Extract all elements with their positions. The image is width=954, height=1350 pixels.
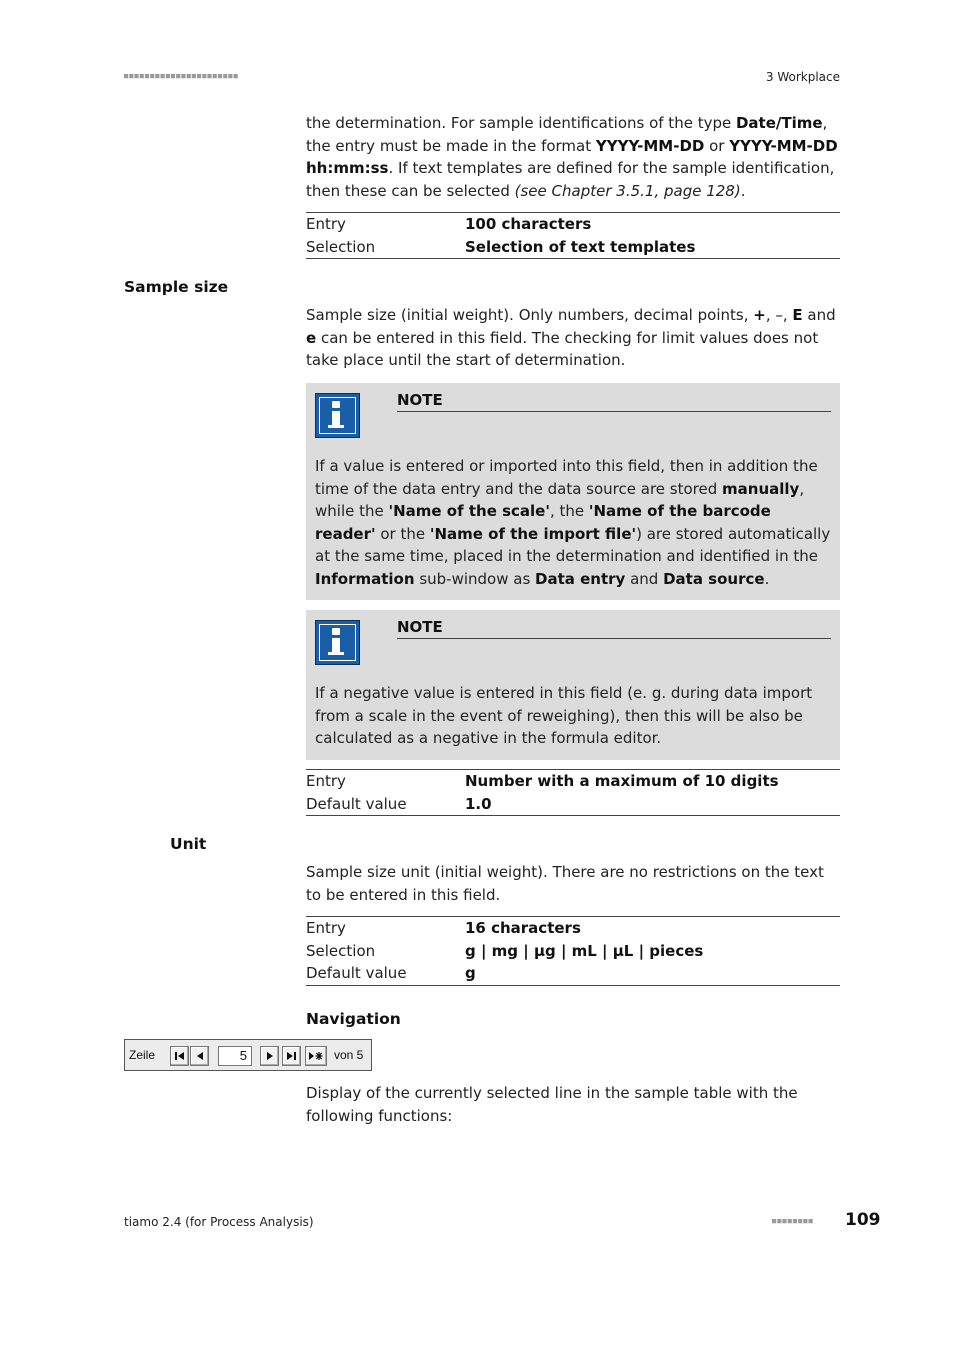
sample-size-description: Sample size (initial weight). Only numbers, decimal points, +, –, E and e can be entered in this field. The checking for limit values does not take place until the start of determination. [306, 306, 836, 369]
unit-description: Sample size unit (initial weight). There are no restrictions on the text to be entered in this field. [306, 863, 824, 904]
first-record-button[interactable] [170, 1046, 189, 1066]
table-row: Selection g | mg | µg | mL | µL | pieces [306, 941, 704, 960]
previous-record-icon [196, 1051, 204, 1061]
unit-spec-table [306, 916, 840, 986]
previous-record-button[interactable] [190, 1046, 209, 1066]
row-label: Zeile [129, 1048, 156, 1062]
note-text: If a value is entered or imported into this field, then in addition the time of the data entry and the data source are stored manually, while the 'Name of the scale', the 'Name of the barcode reader' or the 'Name of the import file') are stored automatically at the same time, placed in the determination and identified in the Information sub-window as Data entry and Data source. [315, 457, 831, 588]
running-header-section: 3 Workplace [765, 70, 840, 84]
note-text: If a negative value is entered in this field (e. g. during data import from a scale in the event of reweighing), then this will be also be calculated as a negative in the formula editor. [315, 684, 813, 747]
footer-product-name: tiamo 2.4 (for Process Analysis) [124, 1215, 314, 1229]
last-record-icon [286, 1051, 297, 1061]
sample-size-spec-table [306, 769, 840, 816]
note-title: NOTE [397, 391, 831, 412]
record-count-label: von 5 [334, 1048, 364, 1062]
intro-paragraph: the determination. For sample identifications of the type Date/Time, the entry must be made in the format YYYY-MM-DD or YYYY-MM-DD hh:mm:ss. If text templates are defined for the sample identification, then these can be selected (see Chapter 3.5.1, page 128). [306, 114, 838, 200]
sample-size-heading: Sample size [124, 278, 229, 296]
record-navigation-bar [124, 1039, 372, 1071]
next-record-icon [266, 1051, 274, 1061]
note-box-data-source [306, 383, 840, 600]
table-row: Entry 16 characters [306, 919, 581, 937]
table-row: Entry 100 characters [306, 215, 592, 233]
note-title: NOTE [397, 618, 831, 639]
navigation-heading: Navigation [306, 1010, 401, 1028]
table-row: Entry Number with a maximum of 10 digits [306, 772, 779, 790]
table-row: Default value g [306, 964, 476, 983]
last-record-button[interactable] [282, 1046, 301, 1066]
new-record-icon [308, 1051, 324, 1061]
new-record-button[interactable] [305, 1046, 327, 1066]
page-number: 109 [845, 1210, 881, 1230]
next-record-button[interactable] [260, 1046, 279, 1066]
unit-heading: Unit [170, 835, 207, 853]
table-row: Default value 1.0 [306, 794, 492, 813]
info-icon [315, 620, 360, 665]
navigation-description: Display of the currently selected line in the sample table with the following functions: [306, 1084, 798, 1125]
note-box-negative-value [306, 610, 840, 760]
identification-spec-table [306, 212, 840, 259]
first-record-icon [174, 1051, 185, 1061]
table-row: Selection Selection of text templates [306, 237, 696, 256]
header-decoration: ■■■■■■■■■■■■■■■■■■■■■■ [124, 72, 239, 80]
current-record-field[interactable]: 5 [218, 1046, 252, 1066]
info-icon [315, 393, 360, 438]
footer-decoration: ■■■■■■■■ [772, 1217, 814, 1225]
